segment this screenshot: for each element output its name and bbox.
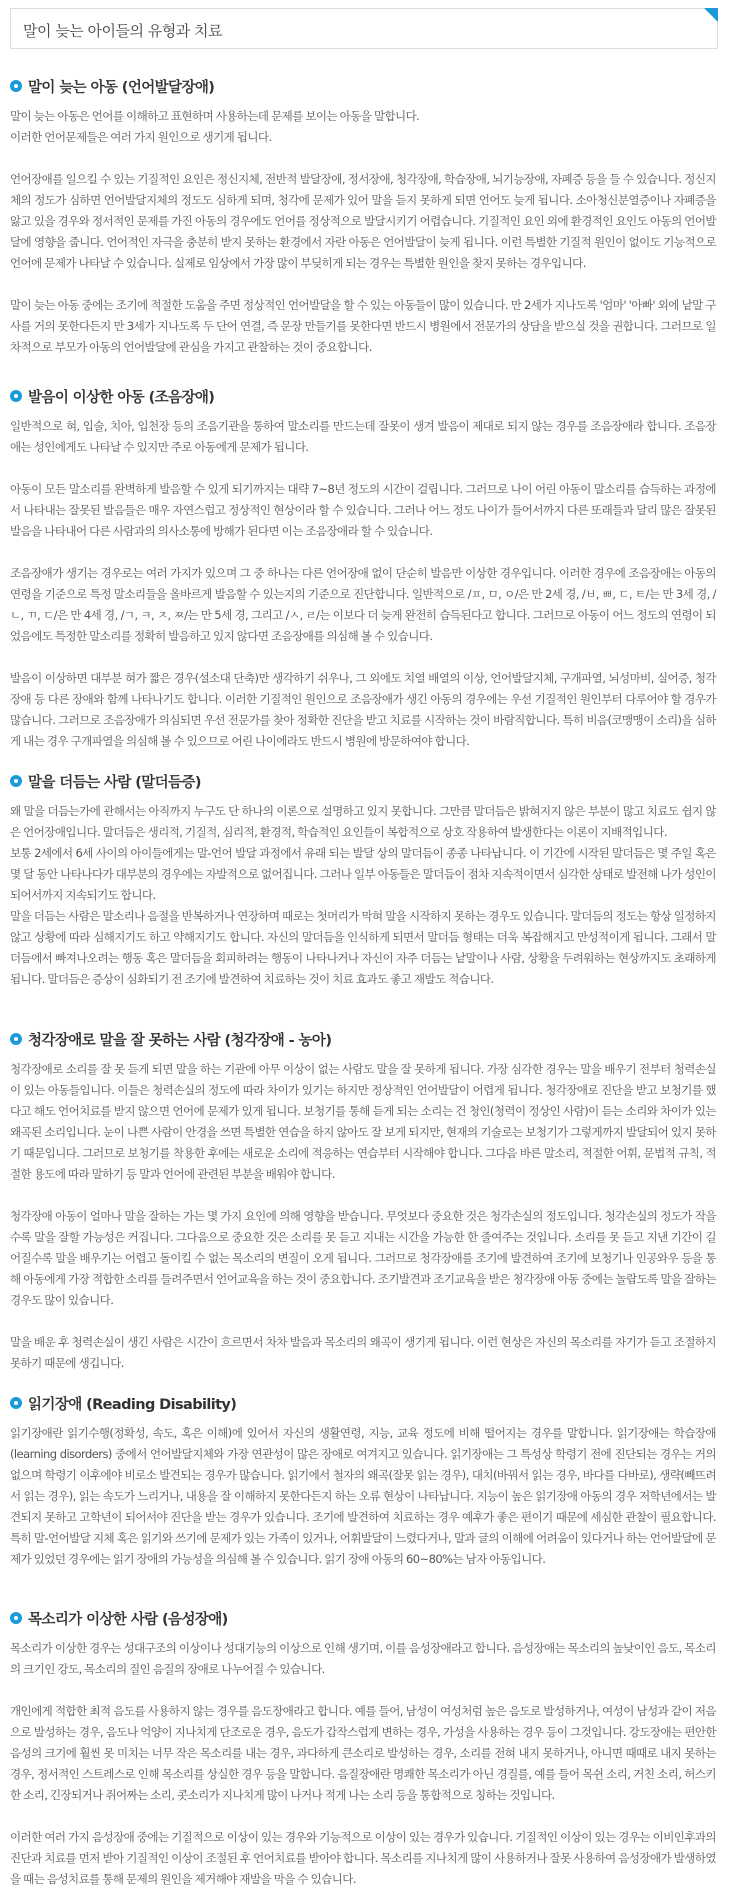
paragraph: 읽기장애란 읽기수행(정확성, 속도, 혹은 이해)에 있어서 자신의 생활연령, 지능, 교육 정도에 비해 떨어지는 경우를 말합니다. 읽기장애는 학습장애(learning disorders) 중에서 언어발달지체와 가장 연관성이 많은 장애로 여겨지고 있습니다. 읽기장애는 그 특성상 학령기 전에 진단되는 경우는 거의 없으며 학령기 이후에야 비로소 발견되는 경우가 많습니다. 읽기에서 철자의 왜곡(잘못 읽는 경우), 대치(바꿔서 읽는 경우, 바다를 다바로), 생략(빼뜨려서 읽는 경우), 읽는 속도가 느리거나, 내용을 잘 이해하지 못한다든지 하는 오류 현상이 나타납니다. 지능이 높은 읽기장애 아동의 경우 저학년에서는 발견되지 못하고 고학년이 되어서야 진단을 받는 경우가 있습니다. 조기에 발견하여 치료하는 경우 예후가 좋은 편이기 때문에 세심한 관찰이 필요합니다. 특히 말-언어발달 지체 혹은 읽기와 쓰기에 문제가 있는 가족이 있거나, 어휘발달이 느렸다거나, 말과 글의 이해에 어려움이 있다거나 하는 언어발달에 문제가 있었던 경우에는 읽기 장애의 가능성을 의심해 볼 수 있습니다. 읽기 장애 아동의 60~80%는 남자 아동입니다. — [10, 1426, 716, 1566]
bullet-icon — [10, 1033, 22, 1045]
paragraph: 개인에게 적합한 최적 음도를 사용하지 않는 경우를 음도장애라고 합니다. 예를 들어, 남성이 여성처럼 높은 음도로 발성하거나, 여성이 남성과 같이 저음으로 발성하는 경우, 음도나 억양이 지나치게 단조로운 경우, 음도가 갑작스럽게 변하는 경우, 가성을 사용하는 경우 등이 그것입니다. 강도장애는 편안한 음성의 크기에 훨씬 못 미치는 너무 작은 목소리를 내는 경우, 과다하게 큰소리로 발성하는 경우, 소리를 전혀 내지 못하거나, 아니면 때때로 내지 못하는 경우, 정서적인 스트레스로 인해 목소리를 상실한 경우 등을 말합니다. 음질장애란 명쾌한 목소리가 아닌 경질를, 예를 들어 목쉰 소리, 거친 소리, 허스키한 소리, 긴장되거나 쥐어짜는 소리, 콧소리가 지나치게 많이 나거나 적게 나는 소리 등을 통합적으로 칭하는 것입니다. — [10, 1704, 716, 1802]
section-title: 읽기장애 (Reading Disability) — [28, 1396, 237, 1413]
section-heading — [10, 76, 716, 96]
section-heading — [10, 1393, 716, 1413]
paragraph: 일반적으로 혀, 입술, 치아, 입천장 등의 조음기관을 통하여 말소리를 만드는데 잘못이 생겨 발음이 제대로 되지 않는 경우를 조음장애라 합니다. 조음장애는 성인에게도 나타날 수 있지만 주로 아동에게 문제가 됩니다. — [10, 419, 716, 454]
section-title: 말이 늦는 아동 (언어발달장애) — [28, 79, 215, 96]
paragraph: 청각장애로 소리를 잘 못 듣게 되면 말을 하는 기관에 아무 이상이 없는 사람도 말을 잘 못하게 됩니다. 가장 심각한 경우는 말을 배우기 전부터 청력손실이 있는 아동들입니다. 이들은 청력손실의 정도에 따라 차이가 있기는 하지만 정상적인 언어발달이 어렵게 됩니다. 청각장애로 진단을 받고 보청기를 했다고 해도 언어치료를 받지 않으면 언어에 문제가 있게 됩니다. 보청기를 통해 듣게 되는 소리는 건 청인(청력이 정상인 사람)이 듣는 소리와 차이가 있는 왜곡된 소리입니다. 눈이 나쁜 사람이 안경을 쓰면 특별한 연습을 하지 않아도 잘 보게 되지만, 현재의 기술로는 보청기가 그렇게까지 발달되어 있지 못하기 때문입니다. 그러므로 보청기를 착용한 후에는 새로운 소리에 적응하는 연습부터 시작해야 합니다. 그다음 바른 말소리, 적절한 어휘, 문법적 규칙, 적절한 용도에 따라 말하기 등 말과 언어에 관련된 부분을 배워야 합니다. — [10, 1062, 716, 1181]
page-title: 말이 늦는 아이들의 유형과 치료 — [23, 22, 222, 40]
paragraph: 말을 배운 후 청력손실이 생긴 사람은 시간이 흐르면서 차차 발음과 목소리의 왜곡이 생기게 됩니다. 이런 현상은 자신의 목소리를 자기가 듣고 조절하지 못하기 때문에 생깁니다. — [10, 1335, 716, 1370]
bullet-icon — [10, 775, 22, 787]
section-hearing-impairment — [10, 1029, 716, 1374]
bullet-icon — [10, 1397, 22, 1409]
section-reading-disability — [10, 1393, 716, 1570]
section-stuttering — [10, 771, 716, 990]
section-heading — [10, 771, 716, 791]
paragraph: 아동이 모든 말소리를 완벽하게 발음할 수 있게 되기까지는 대략 7~8년 정도의 시간이 걸립니다. 그러므로 나이 어린 아동이 말소리를 습득하는 과정에서 나타내는 잘못된 발음들은 매우 자연스럽고 정상적인 현상이라 할 수 있습니다. 그러나 어느 정도 나이가 들어서까지 다른 또래들과 달리 많은 잘못된 발음을 나타내어 다른 사람과의 의사소통에 방해가 된다면 이는 조음장애라 할 수 있습니다. — [10, 482, 716, 538]
paragraph: 말이 늦는 아동 중에는 조기에 적절한 도움을 주면 정상적인 언어발달을 할 수 있는 아동들이 많이 있습니다. 만 2세가 지나도록 '엄마' '아빠' 외에 낱말 구사를 거의 못한다든지 만 3세가 지나도록 두 단어 연결, 즉 문장 만들기를 못한다면 반드시 병원에서 전문가의 상담을 받으실 것을 권합니다. 그러므로 일차적으로 부모가 아동의 언어발달에 관심을 가지고 관찰하는 것이 중요합니다. — [10, 298, 716, 354]
section-heading — [10, 1029, 716, 1049]
section-heading — [10, 1608, 716, 1628]
section-language-delay — [10, 76, 716, 358]
section-voice-disorder — [10, 1608, 716, 1890]
paragraph: 목소리가 이상한 경우는 성대구조의 이상이나 성대기능의 이상으로 인해 생기며, 이를 음성장애라고 합니다. 음성장애는 목소리의 높낮이인 음도, 목소리의 크기인 강도, 목소리의 질인 음질의 장애로 나누어질 수 있습니다. — [10, 1641, 716, 1676]
section-title: 발음이 이상한 아동 (조음장애) — [28, 389, 215, 406]
section-articulation — [10, 386, 716, 752]
paragraph: 발음이 이상하면 대부분 혀가 짧은 경우(설소대 단축)만 생각하기 쉬우나, 그 외에도 치열 배열의 이상, 언어발달지체, 구개파열, 뇌성마비, 실어증, 청각장애 등 다른 장애와 함께 나타나기도 합니다. 이러한 기질적인 원인으로 조음장애가 생긴 아동의 경우에는 우선 기질적인 원인부터 다루어야 할 경우가 많습니다. 그러므로 조음장애가 의심되면 우선 전문가를 찾아 정확한 진단을 받고 치료를 시작하는 것이 바람직합니다. 특히 비음(코맹맹이 소리)을 심하게 내는 경우 구개파열을 의심해 볼 수 있으므로 어린 나이에라도 반드시 병원에 방문하여야 합니다. — [10, 671, 716, 748]
section-title: 청각장애로 말을 잘 못하는 사람 (청각장애 - 농아) — [28, 1032, 332, 1049]
section-title: 목소리가 이상한 사람 (음성장애) — [28, 1611, 228, 1628]
page-title-box — [10, 8, 718, 49]
bullet-icon — [10, 390, 22, 402]
paragraph: 청각장애 아동이 얼마나 말을 잘하는 가는 몇 가지 요인에 의해 영향을 받습니다. 무엇보다 중요한 것은 청각손실의 정도입니다. 청각손실의 정도가 작을수록 말을 잘할 가능성은 커집니다. 그다음으로 중요한 것은 소리를 못 듣고 지내는 시간을 가능한 한 줄여주는 것입니다. 소리를 못 듣고 지낸 기간이 길어질수록 말을 배우기는 어렵고 돌이킬 수 없는 목소리의 변질이 오게 됩니다. 그러므로 청각장애를 조기에 발견하여 조기에 보청기나 인공와우 등을 통해 아동에게 가장 적합한 소리를 들려주면서 언어교육을 하는 것이 중요합니다. 조기발견과 조기교육을 받은 청각장애 아동 중에는 놀랍도록 말을 잘하는 경우도 많이 있습니다. — [10, 1209, 716, 1307]
section-heading — [10, 386, 716, 406]
paragraph: 말이 늦는 아동은 언어를 이해하고 표현하며 사용하는데 문제를 보이는 아동을 말합니다. 이러한 언어문제들은 여러 가지 원인으로 생기게 됩니다. — [10, 109, 420, 144]
paragraph: 이러한 여러 가지 음성장애 중에는 기질적으로 이상이 있는 경우와 기능적으로 이상이 있는 경우가 있습니다. 기질적인 이상이 있는 경우는 이비인후과의 진단과 치료를 먼저 받아 기질적인 이상이 조절된 후 언어치료를 받아야 합니다. 목소리를 지나치게 많이 사용하거나 잘못 사용하여 음성장애가 발생하였을 때는 음성치료를 통해 문제의 원인을 제거해야 재발을 막을 수 있습니다. — [10, 1830, 716, 1886]
corner-accent-icon — [704, 8, 718, 22]
paragraph: 언어장애를 일으킬 수 있는 기질적인 요인은 정신지체, 전반적 발달장애, 정서장애, 청각장애, 학습장애, 뇌기능장애, 자폐증 등을 들 수 있습니다. 정신지체의 정도가 심하면 언어발달지체의 정도도 심하게 되며, 청각에 문제가 있어 말을 듣지 못하게 되면 언어도 늦게 됩니다. 소아청신분열증이나 자폐증을 앓고 있을 경우와 정서적인 문제를 가진 아동의 경우에도 언어를 정상적으로 발달시키기 어렵습니다. 기질적인 요인 외에 환경적인 요인도 아동의 언어발달에 영향을 줍니다. 언어적인 자극을 충분히 받지 못하는 환경에서 자란 아동은 언어발달이 늦게 됩니다. 이런 특별한 기질적 원인이 없이도 기능적으로 언어에 문제가 나타날 수 있습니다. 실제로 임상에서 가장 많이 부딪히게 되는 경우는 특별한 원인을 찾지 못하는 경우입니다. — [10, 172, 716, 270]
section-title: 말을 더듬는 사람 (말더듬증) — [28, 774, 201, 791]
paragraph: 조음장애가 생기는 경우로는 여러 가지가 있으며 그 중 하나는 다른 언어장애 없이 단순히 발음만 이상한 경우입니다. 이러한 경우에 조음장애는 아동의 연령을 기준으로 특정 말소리들을 올바르게 발음할 수 있는지의 기준으로 진단합니다. 일반적으로 /ㅍ, ㅁ, ㅇ/은 만 2세 경, /ㅂ, ㅃ, ㄷ, ㅌ/는 만 3세 경, /ㄴ, ㄲ, ㄷ/은 만 4세 경, /ㄱ, ㅋ, ㅈ, ㅉ/는 만 5세 경, 그리고 /ㅅ, ㄹ/는 이보다 더 늦게 완전히 습득된다고 합니다. 그러므로 아동이 어느 정도의 연령이 되었음에도 특정한 말소리를 정확히 발음하고 있지 않다면 조음장애를 의심해 볼 수 있습니다. — [10, 566, 716, 643]
bullet-icon — [10, 80, 22, 92]
bullet-icon — [10, 1612, 22, 1624]
paragraph: 왜 말을 더듬는가에 관해서는 아직까지 누구도 단 하나의 이론으로 설명하고 있지 못합니다. 그만큼 말더듬은 밝혀지지 않은 부분이 많고 치료도 쉽지 않은 언어장애입니다. 말더듬은 생리적, 기질적, 심리적, 환경적, 학습적인 요인들이 복합적으로 상호 작용하여 발생한다는 이론이 지배적입니다. 보통 2세에서 6세 사이의 아이들에게는 말-언어 발달 과정에서 유래 되는 발달 상의 말더듬이 종종 나타납니다. 이 기간에 시작된 말더듬은 몇 주일 혹은 몇 달 동안 나타나다가 대부분의 경우에는 자발적으로 없어집니다. 그러나 일부 아동들은 말더듬이 점차 지속적이면서 심각한 상태로 발전해 나가 성인이 되어서까지 지속되기도 합니다. 말을 더듬는 사람은 말소리나 음절을 반복하거나 연장하며 때로는 첫머리가 막혀 말을 시작하지 못하는 경우도 있습니다. 말더듬의 정도는 항상 일정하지 않고 상황에 따라 심해지기도 하고 약해지기도 합니다. 자신의 말더듬을 인식하게 되면서 말더듬 형태는 더욱 복잡해지고 만성적이게 됩니다. 그래서 말더듬에서 빠져나오려는 행동 혹은 말더듬을 회피하려는 행동이 나타나거나 자신이 자주 더듬는 낱말이나 사람, 상황을 두려워하는 현상까지도 초래하게 됩니다. 말더듬은 증상이 심화되기 전 조기에 발견하여 치료하는 것이 치료 효과도 좋고 재발도 적습니다. — [10, 804, 716, 986]
